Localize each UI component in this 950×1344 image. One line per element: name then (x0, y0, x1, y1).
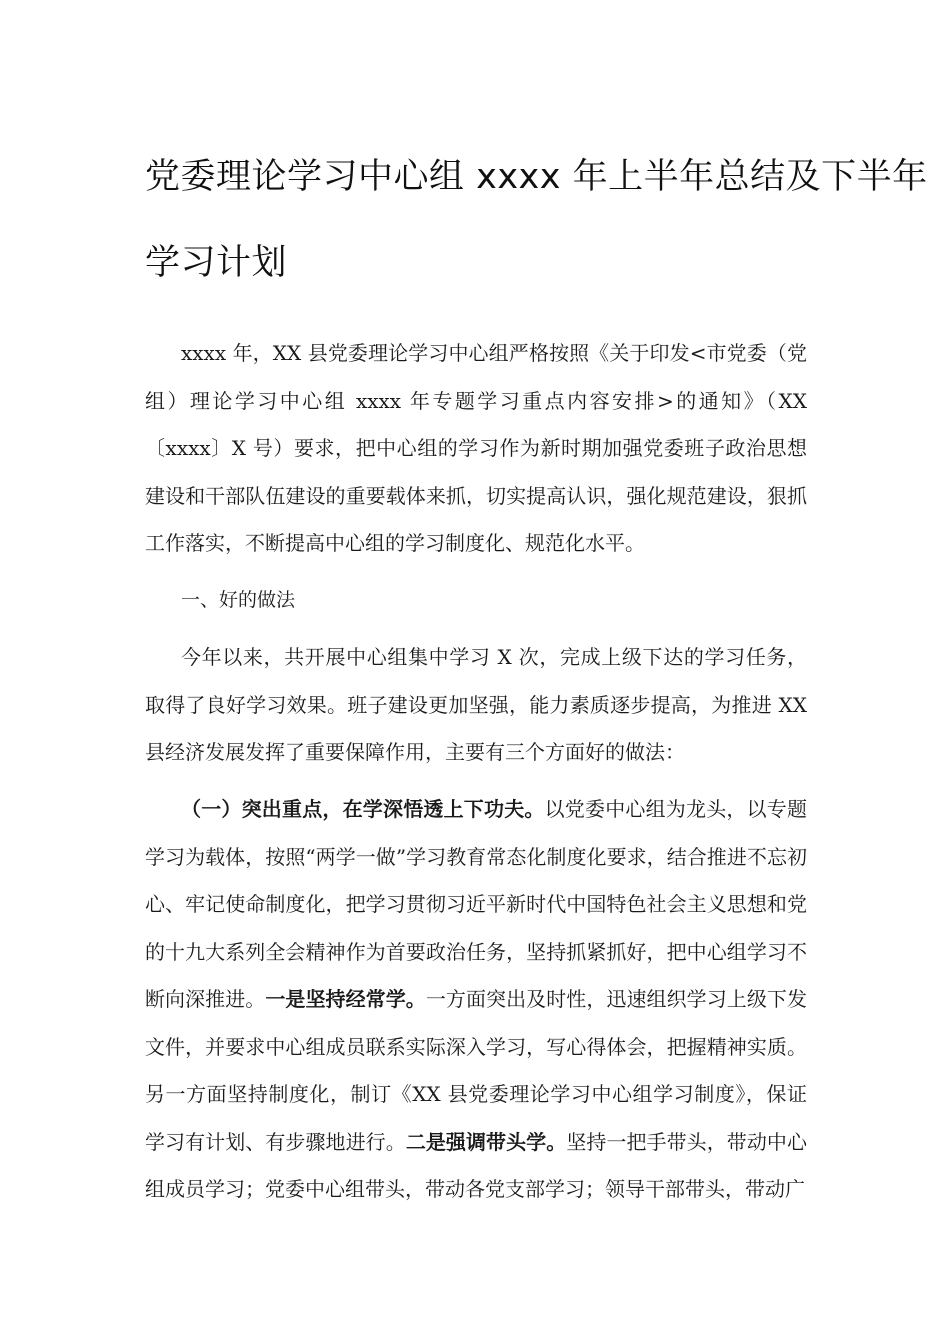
document-title-line-2: 学习计划 (145, 243, 288, 283)
focus-text-a: 以党委中心组为龙头，以专题学习为载体，按照“两学一做”学习教育常态化制度化要求，结合推进不忘初心、牢记使命制度化，把学习贯彻习近平新时代中国特色社会主义思想和党的十九大系列全会精神作为首要政治任务，坚持抓紧抓好，把中心组学习不断向深推进。 (145, 797, 808, 1011)
point-two-label: 二是强调带头学。 (405, 1129, 567, 1154)
section-heading-good-practices: 一、好的做法 (181, 589, 296, 611)
focus-paragraph (145, 786, 807, 1214)
subheading-focus: （一）突出重点，在学深悟透上下功夫。 (181, 797, 545, 821)
document-title-line-1: 党委理论学习中心组 xxxx 年上半年总结及下半年 (145, 157, 928, 197)
good-practices-paragraph: 今年以来，共开展中心组集中学习 X 次，完成上级下达的学习任务，取得了良好学习效果。班子建设更加坚强，能力素质逐步提高，为推进 XX 县经济发展发挥了重要保障作用，主要有三个方面好的做法： (145, 645, 807, 764)
intro-paragraph: xxxx 年，XX 县党委理论学习中心组严格按照《关于印发<市党委（党组）理论学习中心组 xxxx 年专题学习重点内容安排>的通知》（XX〔xxxx〕X 号）要求，把中心组的学习作为新时期加强党委班子政治思想建设和干部队伍建设的重要载体来抓，切实提高认识，强化规范建设，狠抓工作落实，不断提高中心组的学习制度化、规范化水平。 (145, 341, 807, 555)
focus-text-c: 坚持一把手带头，带动中心组成员学习；党委中心组带头，带动各党支部学习；领导干部带头，带动广 (145, 1129, 807, 1201)
point-one-label: 一是坚持经常学。 (265, 987, 426, 1011)
focus-text-b: 一方面突出及时性，迅速组织学习上级下发文件，并要求中心组成员联系实际深入学习，写心得体会，把握精神实质。另一方面坚持制度化，制订《XX 县党委理论学习中心组学习制度》，保证学习有计划、有步骤地进行。 (145, 987, 807, 1154)
